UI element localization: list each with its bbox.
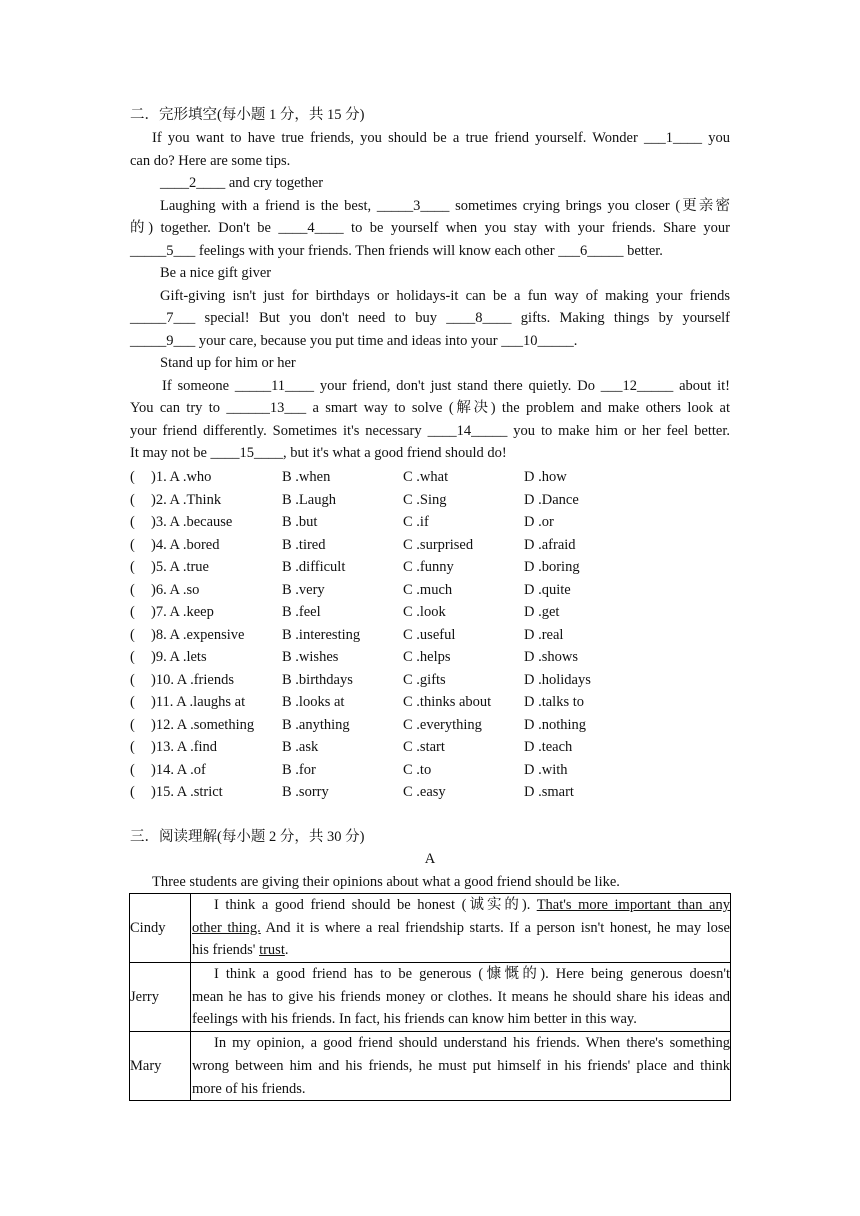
option-a: )2. A .Think bbox=[151, 491, 222, 508]
table-row bbox=[130, 894, 731, 963]
option-c: C .funny bbox=[403, 559, 454, 575]
question-row bbox=[130, 556, 730, 579]
opinion-text bbox=[191, 963, 731, 1032]
opinions-table bbox=[129, 893, 731, 1101]
option-b: B .feel bbox=[282, 604, 321, 620]
option-b: B .birthdays bbox=[282, 671, 353, 688]
answer-blank[interactable]: ( bbox=[130, 559, 135, 575]
passage-line: your friend differently. Sometimes it's necessary ____14_____ you to make him or her feel better. bbox=[130, 423, 730, 439]
option-c: C .easy bbox=[403, 784, 446, 800]
answer-blank[interactable]: ( bbox=[130, 784, 135, 800]
opinion-text bbox=[191, 894, 731, 963]
opinion-segment: . bbox=[284, 942, 289, 959]
answer-blank[interactable]: ( bbox=[130, 536, 135, 553]
passage-line: can do? Here are some tips. bbox=[130, 153, 291, 169]
option-d: D .teach bbox=[524, 739, 573, 755]
option-c: C .look bbox=[403, 604, 446, 620]
question-row bbox=[130, 534, 730, 557]
option-a: )11. A .laughs at bbox=[151, 694, 246, 710]
passage-line: 的) together. Don't be ____4____ to be yourself when you stay with your friends. Share your bbox=[130, 220, 730, 236]
question-row bbox=[130, 489, 730, 512]
option-c: C .start bbox=[403, 739, 445, 755]
opinion-segment: And it is where a real friendship starts. If a person isn't honest, he may lose bbox=[260, 919, 730, 936]
option-a: )3. A .because bbox=[151, 514, 233, 530]
option-d: D .boring bbox=[524, 559, 580, 575]
answer-blank[interactable]: ( bbox=[130, 626, 135, 643]
question-row bbox=[130, 781, 730, 804]
option-b: B .difficult bbox=[282, 559, 346, 575]
question-row bbox=[130, 601, 730, 624]
option-b: B .when bbox=[282, 469, 331, 485]
section2-heading: 二．完形填空(每小题 1 分，共 15 分) bbox=[130, 107, 365, 123]
option-b: B .very bbox=[282, 581, 325, 598]
reading-intro: Three students are giving their opinions about what a good friend should be like. bbox=[152, 874, 620, 890]
answer-blank[interactable]: ( bbox=[130, 649, 135, 665]
option-c: C .much bbox=[403, 581, 453, 598]
passage-line: If you want to have true friends, you should be a true friend yourself. Wonder ___1____ you bbox=[152, 130, 730, 146]
opinion-line: feelings with his friends. In fact, his friends can know him better in this way. bbox=[192, 1011, 637, 1028]
opinion-text bbox=[191, 1032, 731, 1101]
option-c: C .helps bbox=[403, 649, 451, 665]
question-row bbox=[130, 511, 730, 534]
option-b: B .Laugh bbox=[282, 491, 336, 508]
question-row bbox=[130, 579, 730, 602]
opinion-line: more of his friends. bbox=[192, 1080, 306, 1097]
option-d: D .talks to bbox=[524, 694, 585, 710]
underlined-word: trust bbox=[259, 942, 285, 959]
student-name: Cindy bbox=[130, 894, 191, 963]
passage-line: _____7___ special! But you don't need to buy ____8____ gifts. Making things by yourself bbox=[130, 310, 730, 326]
answer-blank[interactable]: ( bbox=[130, 581, 135, 598]
option-c: C .gifts bbox=[403, 671, 446, 688]
option-a: )9. A .lets bbox=[151, 649, 207, 665]
opinion-line: In my opinion, a good friend should understand his friends. When there's something bbox=[214, 1035, 730, 1052]
option-d: D .get bbox=[524, 604, 560, 620]
answer-blank[interactable]: ( bbox=[130, 694, 135, 710]
passage-subheading: Be a nice gift giver bbox=[160, 265, 272, 281]
option-b: B .but bbox=[282, 514, 318, 530]
underlined-phrase: That's more important than any bbox=[536, 897, 730, 913]
option-d: D .smart bbox=[524, 784, 574, 800]
cloze-options-list bbox=[130, 466, 730, 804]
option-b: B .ask bbox=[282, 739, 319, 755]
opinion-line bbox=[192, 894, 730, 917]
option-b: B .interesting bbox=[282, 626, 361, 643]
option-d: D .real bbox=[524, 626, 564, 643]
option-d: D .holidays bbox=[524, 671, 591, 688]
option-d: D .nothing bbox=[524, 716, 587, 733]
passage-line: _____5___ feelings with your friends. Then friends will know each other ___6_____ better. bbox=[130, 243, 663, 259]
opinion-line: I think a good friend has to be generous (慷慨的). Here being generous doesn't bbox=[214, 966, 730, 983]
passage-line: Gift-giving isn't just for birthdays or holidays-it can be a fun way of making your friends bbox=[160, 288, 730, 304]
underlined-phrase: other thing. bbox=[192, 919, 261, 936]
passage-line: You can try to ______13___ a smart way to solve (解决) the problem and make others look at bbox=[130, 400, 730, 416]
question-row bbox=[130, 691, 730, 714]
option-a: )7. A .keep bbox=[151, 604, 214, 620]
passage-line: Laughing with a friend is the best, _____3____ sometimes crying brings you closer (更亲密 bbox=[160, 198, 730, 214]
option-b: B .sorry bbox=[282, 784, 329, 800]
option-d: D .shows bbox=[524, 649, 578, 665]
question-row bbox=[130, 714, 730, 737]
option-d: D .Dance bbox=[524, 491, 579, 508]
option-c: C .thinks about bbox=[403, 694, 492, 710]
answer-blank[interactable]: ( bbox=[130, 491, 135, 508]
option-d: D .how bbox=[524, 469, 567, 485]
question-row bbox=[130, 759, 730, 782]
table-row bbox=[130, 1032, 731, 1101]
option-a: )8. A .expensive bbox=[151, 626, 245, 643]
option-c: C .if bbox=[403, 514, 429, 530]
option-d: D .afraid bbox=[524, 536, 576, 553]
option-d: D .quite bbox=[524, 581, 571, 598]
option-c: C .surprised bbox=[403, 536, 474, 553]
passage-line: _____9___ your care, because you put time and ideas into your ___10_____. bbox=[130, 333, 578, 349]
option-a: )12. A .something bbox=[151, 716, 255, 733]
answer-blank[interactable]: ( bbox=[130, 604, 135, 620]
option-c: C .what bbox=[403, 469, 449, 485]
option-d: D .with bbox=[524, 761, 568, 778]
answer-blank[interactable]: ( bbox=[130, 761, 135, 778]
opinion-line bbox=[192, 917, 730, 940]
question-row bbox=[130, 669, 730, 692]
student-name: Mary bbox=[130, 1032, 191, 1101]
passage-letter: A bbox=[424, 851, 436, 867]
table-row bbox=[130, 963, 731, 1032]
option-b: B .looks at bbox=[282, 694, 345, 710]
opinion-segment: I think a good friend should be honest (诚实的). bbox=[214, 897, 537, 913]
answer-blank[interactable]: ( bbox=[130, 716, 135, 733]
option-d: D .or bbox=[524, 514, 554, 530]
question-row bbox=[130, 646, 730, 669]
student-name: Jerry bbox=[130, 963, 191, 1032]
option-b: B .wishes bbox=[282, 649, 339, 665]
passage-subheading: ____2____ and cry together bbox=[160, 175, 324, 191]
option-b: B .anything bbox=[282, 716, 350, 733]
option-c: C .everything bbox=[403, 716, 482, 733]
option-a: )4. A .bored bbox=[151, 536, 220, 553]
answer-blank[interactable]: ( bbox=[130, 514, 135, 530]
question-row bbox=[130, 736, 730, 759]
question-row bbox=[130, 624, 730, 647]
option-a: )5. A .true bbox=[151, 559, 209, 575]
option-a: )10. A .friends bbox=[151, 671, 234, 688]
option-c: C .Sing bbox=[403, 491, 447, 508]
option-b: B .for bbox=[282, 761, 316, 778]
answer-blank[interactable]: ( bbox=[130, 469, 135, 485]
option-b: B .tired bbox=[282, 536, 326, 553]
option-a: )1. A .who bbox=[151, 469, 212, 485]
answer-blank[interactable]: ( bbox=[130, 671, 135, 688]
opinion-line: wrong between him and his friends, he must put himself in his friends' place and think bbox=[192, 1057, 730, 1074]
passage-line: It may not be ____15____, but it's what a good friend should do! bbox=[130, 445, 507, 461]
question-row bbox=[130, 466, 730, 489]
option-a: )14. A .of bbox=[151, 761, 206, 778]
option-a: )13. A .find bbox=[151, 739, 218, 755]
option-c: C .to bbox=[403, 761, 432, 778]
opinion-segment: his friends' bbox=[192, 942, 260, 959]
opinion-line: mean he has to give his friends money or clothes. It means he should share his ideas and bbox=[192, 988, 730, 1005]
answer-blank[interactable]: ( bbox=[130, 739, 135, 755]
section3-heading: 三．阅读理解(每小题 2 分，共 30 分) bbox=[130, 829, 365, 845]
passage-line: If someone _____11____ your friend, don't just stand there quietly. Do ___12_____ about it! bbox=[162, 378, 730, 394]
passage-subheading: Stand up for him or her bbox=[160, 355, 296, 371]
opinion-line bbox=[192, 939, 730, 962]
option-a: )6. A .so bbox=[151, 581, 200, 598]
option-c: C .useful bbox=[403, 626, 456, 643]
option-a: )15. A .strict bbox=[151, 784, 223, 800]
